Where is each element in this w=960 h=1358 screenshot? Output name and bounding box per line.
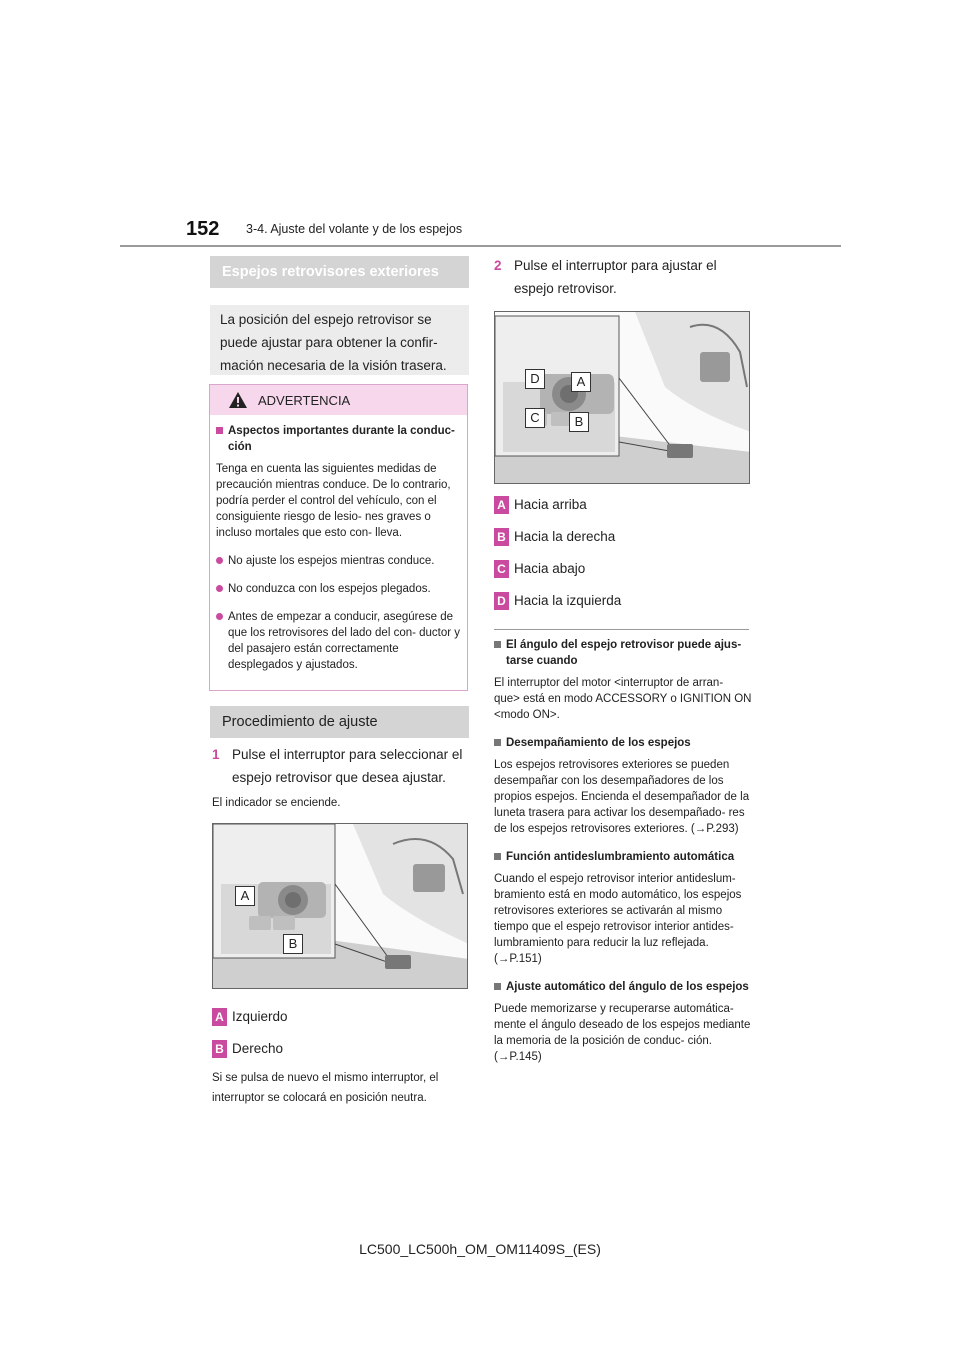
callout-a: A	[235, 886, 255, 906]
header-divider	[120, 245, 841, 247]
legend-label: Hacia abajo	[514, 561, 586, 576]
step-number: 2	[494, 258, 502, 273]
switch-illustration-2	[494, 311, 750, 484]
round-bullet-icon	[216, 585, 223, 592]
square-bullet-icon	[494, 853, 501, 860]
legend-item-down	[494, 559, 750, 579]
step-number: 1	[212, 747, 220, 762]
legend-badge: D	[494, 592, 509, 610]
warning-subhead: Aspectos importantes durante la conduc- ción	[216, 423, 462, 455]
warning-bullet-2: No conduzca con los espejos plegados.	[216, 581, 462, 597]
step-1	[212, 743, 468, 789]
neutral-position-note: Si se pulsa de nuevo el mismo interruptor, el interruptor se colocará en posición neutra.	[212, 1072, 439, 1104]
callout-c: C	[525, 408, 545, 428]
warning-title: ADVERTENCIA	[258, 393, 351, 408]
note-2-title: Desempañamiento de los espejos	[494, 735, 752, 751]
note-3-body: Cuando el espejo retrovisor interior antideslum- bramiento está en modo automático, los espejos retrovisores exteriores se activarán al mismo tiempo que el espejo retrovisor interior antides- lumbramiento para reducir la luz reflejada. (→P.151)	[494, 873, 742, 965]
legend-label: Hacia arriba	[514, 497, 587, 512]
square-bullet-icon	[494, 739, 501, 746]
warning-paragraph: Tenga en cuenta las siguientes medidas de precaución mientras conduce. De lo contrario, podría perder el control del vehículo, con el consiguiente riesgo de lesio- nes graves o incluso mortales que esto con- lleva.	[216, 463, 451, 539]
callout-b: B	[283, 934, 303, 954]
square-bullet-icon	[494, 983, 501, 990]
legend-badge: B	[212, 1040, 227, 1058]
legend-item-right-dir	[494, 527, 750, 547]
callout-b: B	[569, 412, 589, 432]
note-2-body: Los espejos retrovisores exteriores se pueden desempañar con los desempañadores de los propios espejos. Encienda el desempañador de la luneta trasera para activar los desempañado- res de los espejos retrovisores exteriores. (→P.293)	[494, 759, 750, 835]
square-bullet-icon	[494, 641, 501, 648]
note-4-body: Puede memorizarse y recuperarse automática- mente el ángulo deseado de los espejos mediante la memoria de la posición de conduc- ción. (→P.145)	[494, 1003, 751, 1063]
mirror-adjust-diagram	[495, 312, 750, 484]
note-1-title: El ángulo del espejo retrovisor puede ajus- tarse cuando	[494, 637, 752, 669]
page-number: 152	[186, 218, 220, 240]
legend-badge: A	[494, 496, 509, 514]
legend-label: Izquierdo	[232, 1009, 288, 1024]
section-title: 3-4. Ajuste del volante y de los espejos	[246, 222, 463, 236]
callout-a: A	[571, 372, 591, 392]
intro-text: La posición del espejo retrovisor se puede ajustar para obtener la confirmación necesaria de la visión trasera.	[210, 305, 469, 375]
warning-icon	[228, 391, 248, 409]
legend-badge: B	[494, 528, 509, 546]
legend-item-right	[212, 1039, 468, 1059]
note-1-body: El interruptor del motor <interruptor de arran- que> está en modo ACCESSORY o IGNITION ON <modo ON>.	[494, 677, 752, 721]
note-3-title: Función antideslumbramiento automática	[494, 849, 752, 865]
legend-item-up	[494, 495, 750, 515]
step-2	[494, 254, 744, 300]
warning-header	[210, 385, 467, 415]
switch-illustration-1	[212, 823, 468, 989]
step-1-note: El indicador se enciende.	[212, 797, 341, 809]
warning-body	[216, 423, 462, 673]
notes-section	[494, 637, 752, 1065]
legend-label: Hacia la derecha	[514, 529, 616, 544]
step-text: Pulse el interruptor para seleccionar el espejo retrovisor que desea ajustar.	[232, 747, 463, 785]
note-4-title: Ajuste automático del ángulo de los espejos	[494, 979, 752, 995]
legend-label: Hacia la izquierda	[514, 593, 622, 608]
warning-bullet-3: Antes de empezar a conducir, asegúrese de que los retrovisores del lado del con- ductor y del pasajero están correctamente desplegados y ajustados.	[216, 609, 462, 673]
legend-badge: A	[212, 1008, 227, 1026]
mirror-switch-diagram	[213, 824, 468, 989]
procedure-heading: Procedimiento de ajuste	[210, 706, 469, 738]
callout-d: D	[525, 369, 545, 389]
square-bullet-icon	[216, 427, 223, 434]
round-bullet-icon	[216, 557, 223, 564]
warning-box	[209, 384, 468, 691]
step-text: Pulse el interruptor para ajustar el espejo retrovisor.	[514, 258, 717, 296]
warning-bullet-1: No ajuste los espejos mientras conduce.	[216, 553, 462, 569]
notes-divider	[494, 629, 749, 630]
footer-code: LC500_LC500h_OM_OM11409S_(ES)	[359, 1241, 601, 1257]
legend-badge: C	[494, 560, 509, 578]
legend-item-left	[212, 1007, 468, 1027]
legend-item-left-dir	[494, 591, 750, 611]
round-bullet-icon	[216, 613, 223, 620]
main-heading: Espejos retrovisores exteriores	[210, 256, 469, 288]
legend-label: Derecho	[232, 1041, 284, 1056]
